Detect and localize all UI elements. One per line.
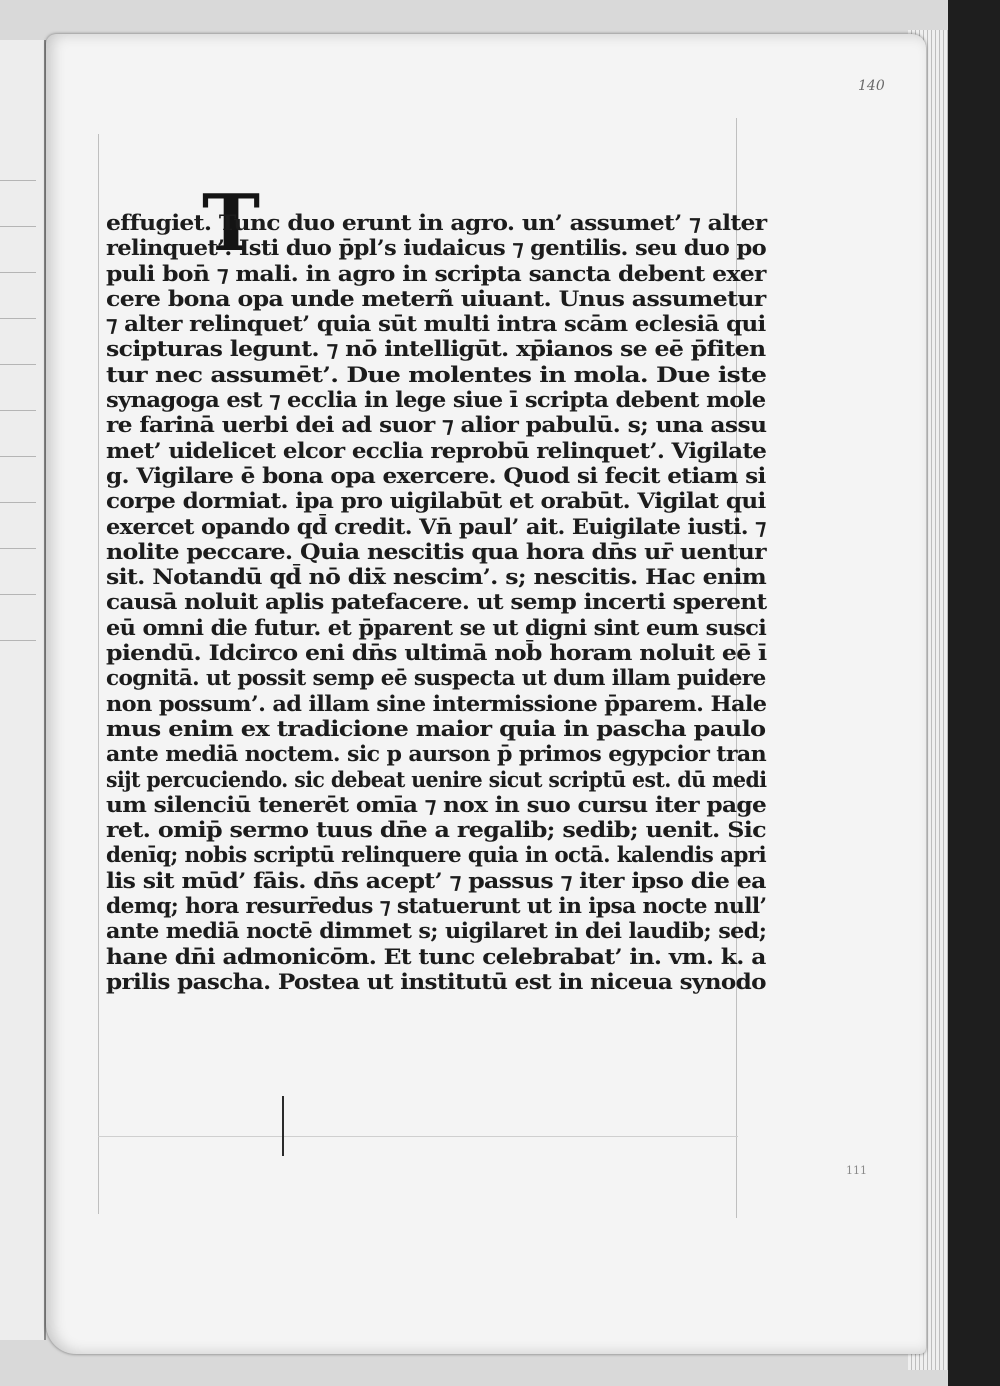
text-line: sijt percuciendo. sic debeat uenire sicut scriptū est. dū medi	[106, 766, 767, 792]
text-line: cognitā. ut possit semp eē suspecta ut dum illam puidere	[106, 665, 766, 691]
text-line: met’ uidelicet elcor ecclia reprobū relinquet’. Vigilate	[106, 437, 767, 463]
text-line: nolite peccare. Quia nescitis qua hora dn̄s ur̄ uentur	[106, 538, 766, 564]
text-line: relinquet’. Isti duo p̄pl’s iudaicus ⁊ gentilis. seu duo po	[106, 235, 767, 261]
text-line: non possum’. ad illam sine intermissione p̄parem. Hale	[106, 690, 767, 716]
text-line: prilis pascha. Postea ut institutū est in niceua synodo	[106, 968, 766, 994]
left-page-rule	[0, 640, 36, 641]
text-line: causā noluit aplis patefacere. ut semp incerti sperent	[106, 589, 767, 615]
text-line: corpe dormiat. ipa pro uigilabūt et orabūt. Vigilat qui	[106, 488, 766, 514]
text-line: cere bona opa unde meterñ uiuant. Unus assumetur	[106, 285, 766, 311]
left-page-rule	[0, 272, 36, 273]
text-block	[106, 210, 766, 994]
binding-strip	[948, 0, 1000, 1386]
left-page-rule	[0, 548, 36, 549]
text-line: re farinā uerbi dei ad suor ⁊ alior pabulū. s; una assu	[106, 412, 767, 438]
left-page-rule	[0, 318, 36, 319]
text-line: sit. Notandū qd̄ nō dix̄ nescim’. s; nescitis. Hac enim	[106, 564, 767, 590]
text-line: scipturas legunt. ⁊ nō intelligūt. xp̄ianos se eē p̄fiten	[106, 336, 766, 362]
initial-descender-stroke	[282, 1096, 284, 1156]
left-page-rule	[0, 502, 36, 503]
ruling-line-left	[98, 134, 99, 1214]
text-line: tur nec assumēt’. Due molentes in mola. Due iste	[106, 361, 767, 387]
text-line: ante mediā noctem. sic p aurson p̄ primos egypcior tran	[106, 741, 767, 767]
text-line: demq; hora resurr̄edus ⁊ statuerunt ut in ipsa nocte null’	[106, 893, 767, 919]
decorated-initial: T	[202, 178, 261, 269]
text-line: effugiet. Tunc duo erunt in agro. un’ assumet’ ⁊ alter	[106, 210, 767, 235]
text-line: g. Vigilare ē bona opa exercere. Quod si fecit etiam si	[106, 462, 766, 488]
text-line: um silenciū tenerēt omīa ⁊ nox in suo cursu iter page	[106, 791, 767, 817]
text-line: piendū. Idcirco eni dn̄s ultimā nob̄ horam noluit eē ī	[106, 640, 767, 666]
left-page-rule	[0, 226, 36, 227]
text-line: ret. omip̄ sermo tuus dn̄e a regalib; sedib; uenit. Sic	[106, 817, 766, 843]
text-line: ⁊ alter relinquet’ quia sūt multi intra scām eclesiā qui	[106, 311, 766, 337]
text-line: puli bon̄ ⁊ mali. in agro in scripta sancta debent exer	[106, 260, 766, 286]
ruling-line-bottom	[98, 1136, 738, 1137]
left-page-rule	[0, 180, 36, 181]
manuscript-leaf	[46, 34, 926, 1354]
text-line: eū omni die futur. et p̄parent se ut digni sint eum susci	[106, 614, 767, 640]
left-page-rule	[0, 594, 36, 595]
text-line: hane dn̄i admonicōm. Et tunc celebrabat’ in. vm. k. a	[106, 943, 766, 969]
folio-number: 140	[858, 78, 885, 94]
left-page-rule	[0, 410, 36, 411]
text-line: synagoga est ⁊ ecclia in lege siue ī scripta debent mole	[106, 387, 766, 413]
previous-page-edge	[0, 40, 46, 1340]
text-line: exercet opando qd̄ credit. Vn̄ paul’ ait. Euigilate iusti. ⁊	[106, 513, 766, 539]
text-line: ante mediā noctē dimmet s; uigilaret in dei laudib; sed;	[106, 918, 767, 944]
text-line: mus enim ex tradicione maior quia in pascha paulo	[106, 715, 766, 741]
text-line: lis sit mūd’ fāis. dn̄s acept’ ⁊ passus ⁊ iter ipso die ea	[106, 867, 766, 893]
left-page-rule	[0, 456, 36, 457]
left-page-rule	[0, 364, 36, 365]
marginal-note: 111	[846, 1164, 867, 1177]
text-line: denīq; nobis scriptū relinquere quia in octā. kalendis apri	[106, 842, 767, 868]
